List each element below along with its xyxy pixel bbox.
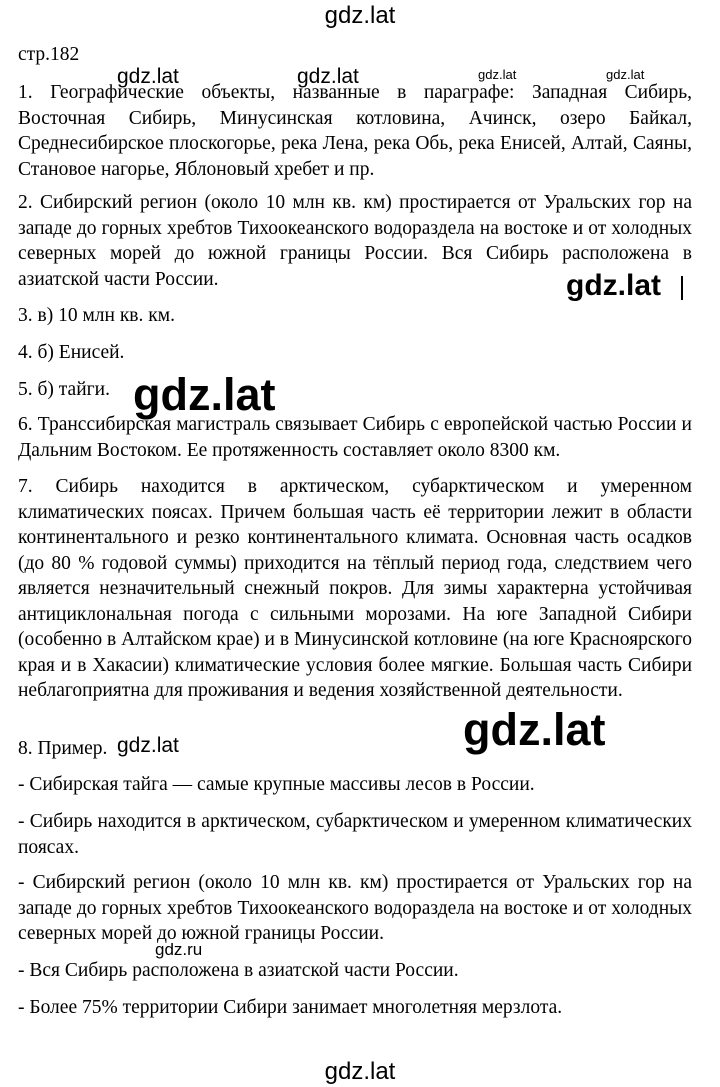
watermark-small-2: gdz.lat: [297, 65, 359, 88]
example-item-3: - Сибирский регион (около 10 млн кв. км) простирается от Уральских гор на западе до горных хребтов Тихоокеанского водораздела на востоке и от холодных северных морей до южной границы России.: [18, 872, 692, 944]
watermark-top: gdz.lat: [324, 2, 396, 29]
example-item-4: - Вся Сибирь расположена в азиатской части России.: [18, 960, 459, 981]
watermark-big-1: gdz.lat: [133, 369, 276, 420]
watermark-ru: gdz.ru: [155, 940, 203, 959]
page-reference: стр.182: [18, 44, 80, 65]
text-cursor: [681, 276, 683, 300]
example-item-2: - Сибирь находится в арктическом, субарктическом и умеренном климатических поясах.: [18, 811, 692, 858]
watermark-big-2: gdz.lat: [463, 704, 606, 755]
watermark-tiny-2: gdz.lat: [606, 67, 645, 82]
answer-6: 6. Транссибирская магистраль связывает Сибирь с европейской частью России и Дальним Востоком. Ее протяженность составляет около 8300 км.: [18, 414, 692, 461]
answer-5: 5. б) тайги.: [18, 379, 110, 400]
answer-3: 3. в) 10 млн кв. км.: [18, 305, 175, 326]
example-item-1: - Сибирская тайга — самые крупные массивы лесов в России.: [18, 774, 535, 795]
answer-7: 7. Сибирь находится в арктическом, субарктическом и умеренном климатических поясах. Причем большая часть её территории лежит в области континентального и резко континентального климата. Основная часть осадков (до 80 % годовой суммы) приходится на тёплый период года, следствием чего является незначительный снежный покров. Для зимы характерна устойчивая антициклональная погода с сильными морозами. На юге Западной Сибири (особенно в Алтайском крае) и в Минусинской котловине (на юге Красноярского края и в Хакасии) климатические условия более мягкие. Большая часть Сибири неблагоприятна для проживания и ведения хозяйственной деятельности.: [18, 476, 692, 701]
answer-4: 4. б) Енисей.: [18, 342, 125, 363]
watermark-tiny-1: gdz.lat: [478, 67, 517, 82]
watermark-medium: gdz.lat: [566, 269, 661, 302]
example-item-5: - Более 75% территории Сибири занимает многолетняя мерзлота.: [18, 997, 563, 1018]
answer-2: 2. Сибирский регион (около 10 млн кв. км) простирается от Уральских гор на западе до горных хребтов Тихоокеанского водораздела на востоке и от холодных северных морей до южной границы России. Вся Сибирь расположена в азиатской части России.: [18, 192, 692, 290]
watermark-small-1: gdz.lat: [117, 65, 179, 88]
watermark-small-3: gdz.lat: [117, 734, 179, 757]
answer-8-label: 8. Пример.: [18, 738, 108, 759]
watermark-bottom: gdz.lat: [324, 1058, 396, 1085]
answer-1: 1. Географические объекты, названные в параграфе: Западная Сибирь, Восточная Сибирь, Минусинская котловина, Ачинск, озеро Байкал, Среднесибирское плоскогорье, река Лена, река Обь, река Енисей, Алтай, Саяны, Становое нагорье, Яблоновый хребет и пр.: [18, 82, 692, 180]
